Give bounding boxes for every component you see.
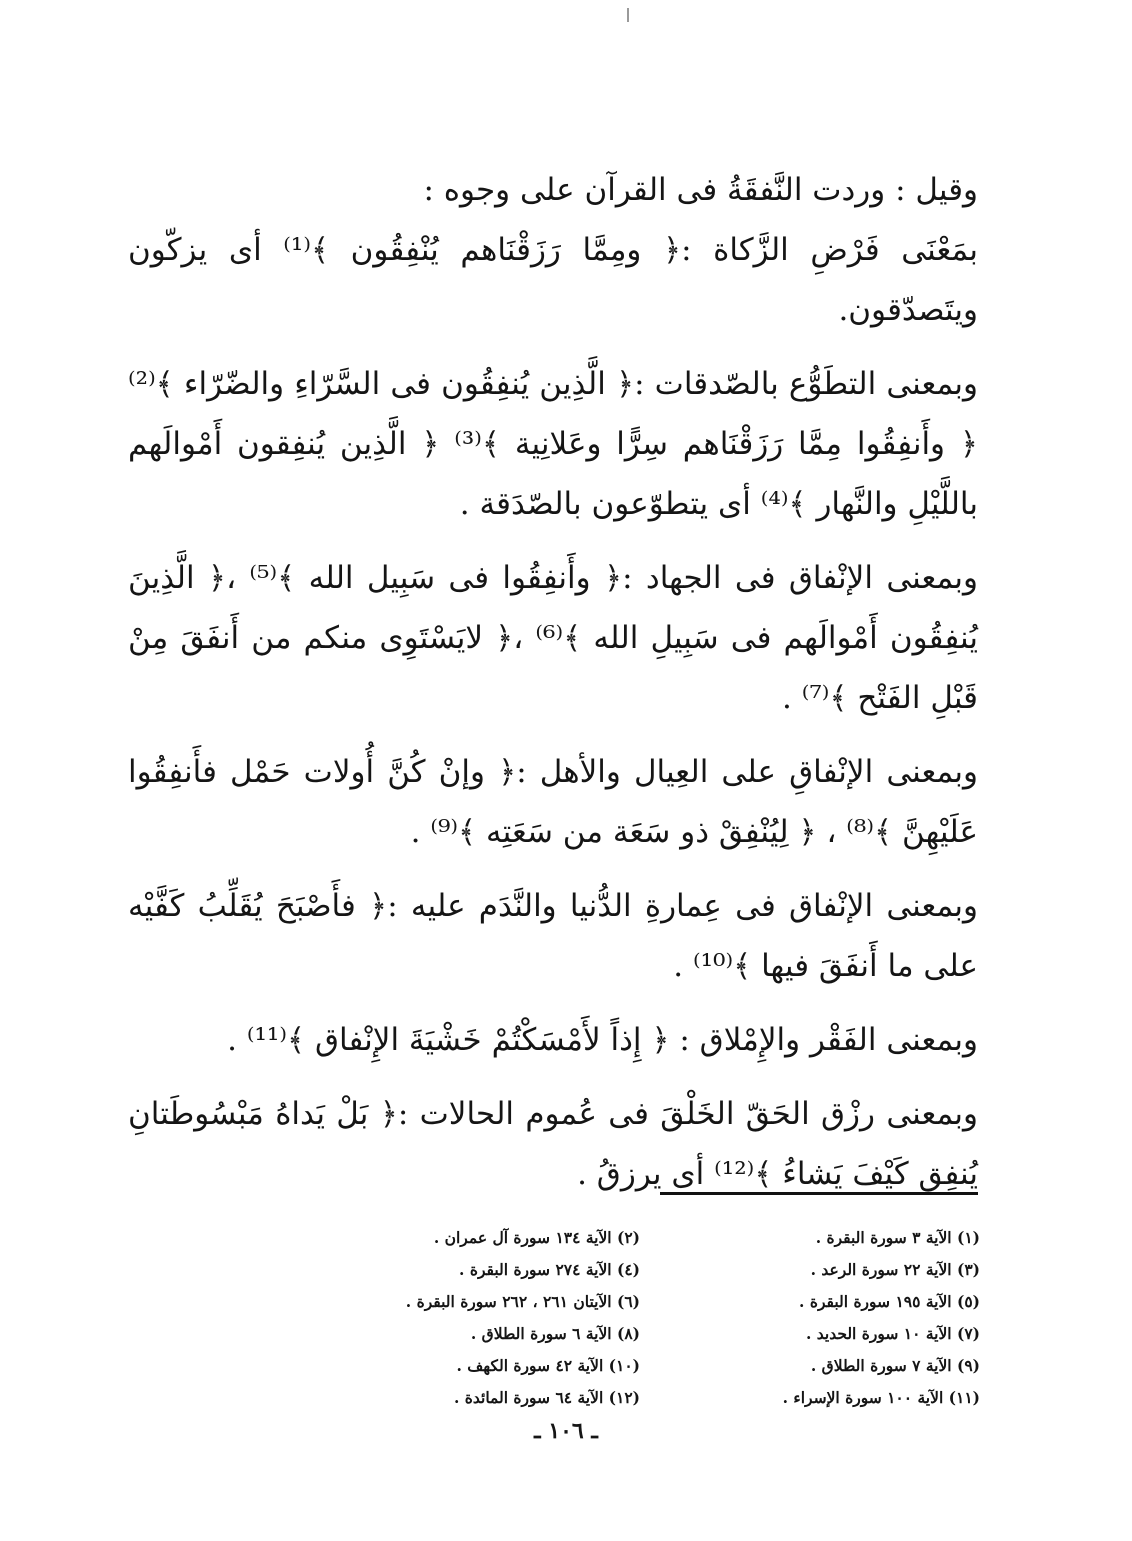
footnote-separator <box>660 1192 978 1195</box>
scan-speck <box>627 8 629 22</box>
footnotes <box>300 1222 980 1414</box>
page-number: ـ ١٠٦ ـ <box>534 1418 598 1444</box>
footnote: (١١) الآية ١٠٠ سورة الإسراء . <box>782 1388 980 1407</box>
paragraph-zakat: بمَعْنَى فَرْضِ الزَّكاة :﴿ ومِمَّا رَزَقْنَاهم يُنْفِقُون ﴾⁽¹⁾ أى يزكّون ويتَصدّقون. <box>128 232 978 328</box>
footnote: (١) الآية ٣ سورة البقرة . <box>815 1228 980 1247</box>
paragraph-family: وبمعنى الإنْفاقِ على العِيال والأهل :﴿ وإنْ كُنَّ أُولات حَمْل فأَنفِقُوا عَلَيْهِنَّ ﴾⁽⁸⁾ ، ﴿ لِيُنْفِقْ ذو سَعَة من سَعَتِه ﴾⁽⁹⁾ . <box>128 754 978 850</box>
paragraph-intro: وقيل : وردت النَّفقَةُ فى القرآن على وجوه : <box>423 172 978 208</box>
footnote: (٦) الآيتان ٢٦١ ، ٢٦٢ سورة البقرة . <box>405 1292 640 1311</box>
footnote: (٨) الآية ٦ سورة الطلاق . <box>470 1324 640 1343</box>
footnote: (٣) الآية ٢٢ سورة الرعد . <box>810 1260 980 1279</box>
footnote: (١٠) الآية ٤٢ سورة الكهف . <box>456 1356 640 1375</box>
paragraph-voluntary-charity: وبمعنى التطَوُّع بالصّدقات :﴿ الَّذِين يُنفِقُون فى السَّرّاءِ والضّرّاء ﴾⁽²⁾ ﴿ وأَنفِقُوا مِمَّا رَزَقْنَاهم سِرًّا وعَلانِية ﴾⁽³⁾ ﴿ الَّذِين يُنفِقون أَمْوالَهم باللَّيْلِ والنَّهار ﴾⁽⁴⁾ أى يتطوّعون بالصّدَقة . <box>128 366 978 522</box>
main-text <box>128 160 978 1218</box>
footnote: (٢) الآية ١٣٤ سورة آل عمران . <box>433 1228 640 1247</box>
footnote: (٧) الآية ١٠ سورة الحديد . <box>805 1324 980 1343</box>
footnote: (٩) الآية ٧ سورة الطلاق . <box>810 1356 980 1375</box>
paragraph-worldly: وبمعنى الإنْفاق فى عِمارةِ الدُّنيا والنَّدَم عليه :﴿ فأَصْبَحَ يُقَلِّبُ كَفَّيْه على ما أَنفَقَ فيها ﴾⁽¹⁰⁾ . <box>128 888 978 984</box>
paragraph-provision: وبمعنى رزْق الحَقّ الخَلْقَ فى عُموم الحالات :﴿ بَلْ يَداهُ مَبْسُوطَتانِ يُنفِق كَيْفَ يَشاءُ ﴾⁽¹²⁾ أى يرزقُ . <box>128 1096 978 1192</box>
paragraph-jihad: وبمعنى الإنْفاق فى الجهاد :﴿ وأَنفِقُوا فى سَبِيل الله ﴾⁽⁵⁾ ،﴿ الَّذِينَ يُنفِقُون أَمْوالَهم فى سَبِيلِ الله ﴾⁽⁶⁾ ،﴿ لايَسْتَوِى منكم من أَنفَقَ مِنْ قَبْلِ الفَتْح ﴾⁽⁷⁾ . <box>128 560 978 716</box>
footnote: (٥) الآية ١٩٥ سورة البقرة . <box>799 1292 980 1311</box>
footnote: (١٢) الآية ٦٤ سورة المائدة . <box>453 1388 640 1407</box>
paragraph-poverty: وبمعنى الفَقْر والإِمْلاق : ﴿ إِذاً لأَمْسَكْتُمْ خَشْيَةَ الإِنْفاق ﴾⁽¹¹⁾ . <box>227 1022 978 1058</box>
footnote: (٤) الآية ٢٧٤ سورة البقرة . <box>459 1260 640 1279</box>
